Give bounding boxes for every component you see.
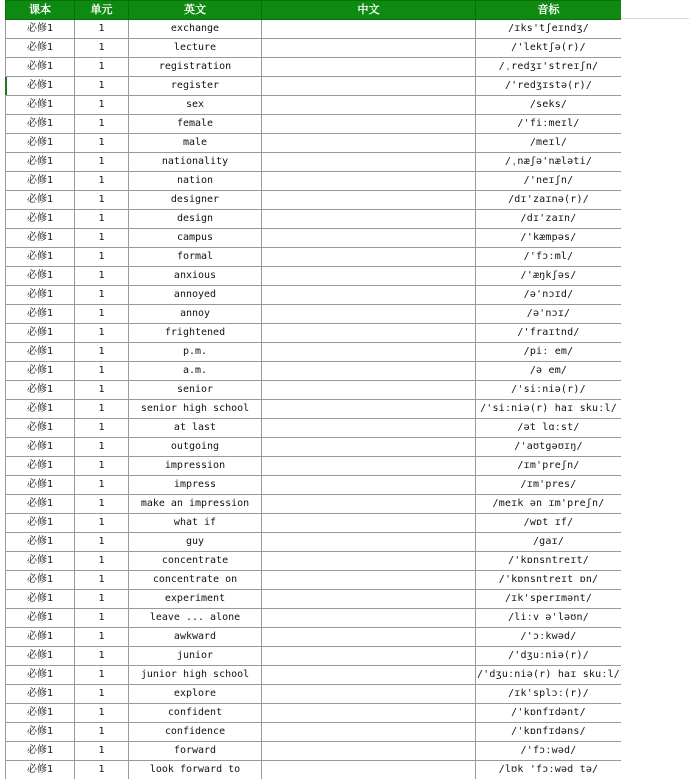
cell-course[interactable]: 必修1 [6,457,75,476]
cell-phonetic[interactable]: /'dʒuːniə(r) haɪ skuːl/ [476,666,622,685]
cell-course[interactable]: 必修1 [6,647,75,666]
cell-unit[interactable]: 1 [75,286,129,305]
cell-phonetic[interactable]: /'lektʃə(r)/ [476,39,622,58]
cell-unit[interactable]: 1 [75,457,129,476]
cell-phonetic[interactable]: /ə'nɔɪ/ [476,305,622,324]
cell-unit[interactable]: 1 [75,305,129,324]
cell-course[interactable]: 必修1 [6,419,75,438]
table-row [6,723,622,742]
cell-chinese[interactable] [262,419,476,438]
cell-english[interactable]: annoyed [129,286,262,305]
cell-chinese[interactable] [262,305,476,324]
cell-phonetic[interactable]: /ɪm'pres/ [476,476,622,495]
cell-course[interactable]: 必修1 [6,590,75,609]
table-row [6,685,622,704]
cell-chinese[interactable] [262,286,476,305]
table-row [6,96,622,115]
cell-chinese[interactable] [262,362,476,381]
cell-chinese[interactable] [262,400,476,419]
cell-english[interactable]: register [129,77,262,96]
cell-course[interactable]: 必修1 [6,96,75,115]
table-row [6,286,622,305]
cell-english[interactable]: a.m. [129,362,262,381]
table-row [6,666,622,685]
table-row [6,628,622,647]
cell-english[interactable]: formal [129,248,262,267]
cell-chinese[interactable] [262,476,476,495]
cell-english[interactable]: explore [129,685,262,704]
cell-phonetic[interactable]: /'kæmpəs/ [476,229,622,248]
cell-phonetic[interactable]: /ə'nɔɪd/ [476,286,622,305]
cell-english[interactable]: design [129,210,262,229]
cell-unit[interactable]: 1 [75,742,129,761]
cell-course[interactable]: 必修1 [6,533,75,552]
cell-english[interactable]: female [129,115,262,134]
cell-chinese[interactable] [262,609,476,628]
cell-phonetic[interactable]: /piː em/ [476,343,622,362]
cell-course[interactable]: 必修1 [6,77,75,96]
cell-chinese[interactable] [262,457,476,476]
cell-course[interactable]: 必修1 [6,704,75,723]
cell-course[interactable]: 必修1 [6,742,75,761]
cell-phonetic[interactable]: /'siːniə(r)/ [476,381,622,400]
cell-chinese[interactable] [262,115,476,134]
table-row [6,77,622,96]
cell-unit[interactable]: 1 [75,210,129,229]
cell-phonetic[interactable]: /'kɒnsntreɪt/ [476,552,622,571]
cell-chinese[interactable] [262,134,476,153]
cell-course[interactable]: 必修1 [6,153,75,172]
cell-unit[interactable]: 1 [75,628,129,647]
cell-chinese[interactable] [262,58,476,77]
table-row [6,647,622,666]
cell-chinese[interactable] [262,685,476,704]
table-row [6,552,622,571]
cell-phonetic[interactable]: /'kɒnfɪdəns/ [476,723,622,742]
cell-chinese[interactable] [262,571,476,590]
cell-unit[interactable]: 1 [75,685,129,704]
cell-unit[interactable]: 1 [75,438,129,457]
cell-phonetic[interactable]: /'neɪʃn/ [476,172,622,191]
cell-phonetic[interactable]: /lʊk 'fɔːwəd tə/ [476,761,622,779]
cell-course[interactable]: 必修1 [6,210,75,229]
cell-phonetic[interactable]: /dɪ'zaɪnə(r)/ [476,191,622,210]
cell-chinese[interactable] [262,172,476,191]
cell-course[interactable]: 必修1 [6,571,75,590]
cell-phonetic[interactable]: /'dʒuːniə(r)/ [476,647,622,666]
cell-english[interactable]: guy [129,533,262,552]
cell-unit[interactable]: 1 [75,362,129,381]
cell-course[interactable]: 必修1 [6,552,75,571]
cell-chinese[interactable] [262,723,476,742]
table-row [6,248,622,267]
cell-phonetic[interactable]: /'kɒnfɪdənt/ [476,704,622,723]
cell-course[interactable]: 必修1 [6,362,75,381]
cell-chinese[interactable] [262,533,476,552]
table-row [6,172,622,191]
cell-course[interactable]: 必修1 [6,381,75,400]
cell-course[interactable]: 必修1 [6,666,75,685]
cell-unit[interactable]: 1 [75,248,129,267]
header-row [6,1,622,20]
cell-phonetic[interactable]: /seks/ [476,96,622,115]
cell-english[interactable]: what if [129,514,262,533]
cell-course[interactable]: 必修1 [6,267,75,286]
cell-chinese[interactable] [262,647,476,666]
cell-unit[interactable]: 1 [75,514,129,533]
cell-english[interactable]: annoy [129,305,262,324]
cell-english[interactable]: frightened [129,324,262,343]
cell-chinese[interactable] [262,628,476,647]
cell-phonetic[interactable]: /ɪm'preʃn/ [476,457,622,476]
cell-unit[interactable]: 1 [75,77,129,96]
cell-english[interactable]: concentrate [129,552,262,571]
header-unit[interactable]: 单元 [75,1,129,20]
cell-chinese[interactable] [262,96,476,115]
cell-chinese[interactable] [262,343,476,362]
table-row [6,381,622,400]
cell-phonetic[interactable]: /ɪk'sperɪmənt/ [476,590,622,609]
cell-english[interactable]: nation [129,172,262,191]
cell-course[interactable]: 必修1 [6,191,75,210]
cell-chinese[interactable] [262,229,476,248]
cell-chinese[interactable] [262,514,476,533]
table-row [6,191,622,210]
table-row [6,761,622,779]
cell-chinese[interactable] [262,495,476,514]
cell-unit[interactable]: 1 [75,39,129,58]
table-row [6,324,622,343]
cell-english[interactable]: anxious [129,267,262,286]
header-english[interactable]: 英文 [129,1,262,20]
table-row [6,400,622,419]
cell-phonetic[interactable]: /ɪk'splɔː(r)/ [476,685,622,704]
cell-course[interactable]: 必修1 [6,761,75,779]
cell-english[interactable]: impression [129,457,262,476]
cell-course[interactable]: 必修1 [6,495,75,514]
table-row [6,20,622,39]
cell-unit[interactable]: 1 [75,229,129,248]
table-row [6,362,622,381]
cell-unit[interactable]: 1 [75,552,129,571]
cell-chinese[interactable] [262,39,476,58]
table-row [6,39,622,58]
cell-english[interactable]: nationality [129,153,262,172]
cell-english[interactable]: registration [129,58,262,77]
cell-unit[interactable]: 1 [75,153,129,172]
cell-unit[interactable]: 1 [75,58,129,77]
cell-course[interactable]: 必修1 [6,324,75,343]
cell-course[interactable]: 必修1 [6,229,75,248]
cell-course[interactable]: 必修1 [6,400,75,419]
cell-course[interactable]: 必修1 [6,172,75,191]
vocabulary-table [5,0,622,779]
cell-chinese[interactable] [262,267,476,286]
cell-phonetic[interactable]: /'æŋkʃəs/ [476,267,622,286]
table-row [6,267,622,286]
table-row [6,476,622,495]
cell-course[interactable]: 必修1 [6,685,75,704]
cell-course[interactable]: 必修1 [6,115,75,134]
cell-unit[interactable]: 1 [75,647,129,666]
table-row [6,571,622,590]
cell-course[interactable]: 必修1 [6,628,75,647]
cell-english[interactable]: impress [129,476,262,495]
cell-course[interactable]: 必修1 [6,58,75,77]
cell-course[interactable]: 必修1 [6,20,75,39]
cell-english[interactable]: outgoing [129,438,262,457]
table-row [6,115,622,134]
cell-phonetic[interactable]: /meɪk ən ɪm'preʃn/ [476,495,622,514]
cell-unit[interactable]: 1 [75,20,129,39]
table-row [6,609,622,628]
cell-english[interactable]: campus [129,229,262,248]
cell-chinese[interactable] [262,704,476,723]
cell-chinese[interactable] [262,552,476,571]
cell-phonetic[interactable]: /'fraɪtnd/ [476,324,622,343]
cell-unit[interactable]: 1 [75,571,129,590]
cell-chinese[interactable] [262,381,476,400]
cell-phonetic[interactable]: /liːv ə'ləʊn/ [476,609,622,628]
table-row [6,343,622,362]
cell-course[interactable]: 必修1 [6,438,75,457]
cell-phonetic[interactable]: /ɪks'tʃeɪndʒ/ [476,20,622,39]
cell-english[interactable]: forward [129,742,262,761]
table-body [6,20,622,779]
cell-unit[interactable]: 1 [75,704,129,723]
cell-english[interactable]: leave ... alone [129,609,262,628]
cell-unit[interactable]: 1 [75,590,129,609]
cell-phonetic[interactable]: /dɪ'zaɪn/ [476,210,622,229]
table-row [6,514,622,533]
cell-english[interactable]: at last [129,419,262,438]
cell-phonetic[interactable]: /'fɔːml/ [476,248,622,267]
cell-english[interactable]: designer [129,191,262,210]
cell-phonetic[interactable]: /'fɔːwəd/ [476,742,622,761]
table-row [6,210,622,229]
cell-course[interactable]: 必修1 [6,248,75,267]
header-phonetic[interactable]: 音标 [476,1,622,20]
cell-english[interactable]: concentrate on [129,571,262,590]
table-row [6,58,622,77]
cell-phonetic[interactable]: /'siːniə(r) haɪ skuːl/ [476,400,622,419]
cell-unit[interactable]: 1 [75,533,129,552]
cell-chinese[interactable] [262,324,476,343]
cell-course[interactable]: 必修1 [6,134,75,153]
cell-chinese[interactable] [262,438,476,457]
cell-unit[interactable]: 1 [75,134,129,153]
cell-phonetic[interactable]: /ˌnæʃə'næləti/ [476,153,622,172]
cell-unit[interactable]: 1 [75,267,129,286]
cell-english[interactable]: confidence [129,723,262,742]
cell-chinese[interactable] [262,191,476,210]
cell-unit[interactable]: 1 [75,609,129,628]
table-row [6,590,622,609]
cell-chinese[interactable] [262,77,476,96]
cell-course[interactable]: 必修1 [6,305,75,324]
cell-english[interactable]: junior [129,647,262,666]
table-row [6,229,622,248]
cell-english[interactable]: confident [129,704,262,723]
header-chinese[interactable]: 中文 [262,1,476,20]
cell-unit[interactable]: 1 [75,666,129,685]
table-row [6,419,622,438]
cell-english[interactable]: male [129,134,262,153]
table-row [6,438,622,457]
cell-unit[interactable]: 1 [75,324,129,343]
cell-chinese[interactable] [262,153,476,172]
cell-course[interactable]: 必修1 [6,39,75,58]
cell-course[interactable]: 必修1 [6,286,75,305]
cell-english[interactable]: junior high school [129,666,262,685]
empty-column-area[interactable] [621,0,689,779]
cell-english[interactable]: awkward [129,628,262,647]
cell-english[interactable]: sex [129,96,262,115]
cell-phonetic[interactable]: /'fiːmeɪl/ [476,115,622,134]
cell-english[interactable]: make an impression [129,495,262,514]
cell-chinese[interactable] [262,210,476,229]
header-course[interactable]: 课本 [6,1,75,20]
cell-unit[interactable]: 1 [75,495,129,514]
table-row [6,153,622,172]
cell-english[interactable]: p.m. [129,343,262,362]
table-row [6,305,622,324]
cell-unit[interactable]: 1 [75,761,129,779]
cell-unit[interactable]: 1 [75,115,129,134]
cell-course[interactable]: 必修1 [6,723,75,742]
cell-chinese[interactable] [262,761,476,779]
cell-phonetic[interactable]: /ə em/ [476,362,622,381]
table-row [6,457,622,476]
table-row [6,704,622,723]
cell-english[interactable]: lecture [129,39,262,58]
cell-unit[interactable]: 1 [75,191,129,210]
cell-phonetic[interactable]: /ˌredʒɪ'streɪʃn/ [476,58,622,77]
cell-english[interactable]: experiment [129,590,262,609]
cell-phonetic[interactable]: /gaɪ/ [476,533,622,552]
cell-phonetic[interactable]: /ət lɑːst/ [476,419,622,438]
cell-course[interactable]: 必修1 [6,609,75,628]
cell-phonetic[interactable]: /wɒt ɪf/ [476,514,622,533]
cell-chinese[interactable] [262,742,476,761]
cell-course[interactable]: 必修1 [6,476,75,495]
cell-phonetic[interactable]: /'redʒɪstə(r)/ [476,77,622,96]
cell-chinese[interactable] [262,590,476,609]
cell-unit[interactable]: 1 [75,172,129,191]
table-row [6,533,622,552]
cell-unit[interactable]: 1 [75,400,129,419]
cell-chinese[interactable] [262,248,476,267]
table-row [6,134,622,153]
cell-course[interactable]: 必修1 [6,514,75,533]
cell-unit[interactable]: 1 [75,343,129,362]
cell-phonetic[interactable]: /'aʊtgəʊɪŋ/ [476,438,622,457]
cell-unit[interactable]: 1 [75,96,129,115]
selected-cell-indicator [5,77,7,95]
cell-english[interactable]: exchange [129,20,262,39]
cell-phonetic[interactable]: /meɪl/ [476,134,622,153]
cell-unit[interactable]: 1 [75,381,129,400]
table-row [6,495,622,514]
cell-unit[interactable]: 1 [75,419,129,438]
cell-unit[interactable]: 1 [75,476,129,495]
cell-english[interactable]: senior [129,381,262,400]
cell-unit[interactable]: 1 [75,723,129,742]
table-row [6,742,622,761]
cell-phonetic[interactable]: /'kɒnsntreɪt ɒn/ [476,571,622,590]
cell-phonetic[interactable]: /'ɔːkwəd/ [476,628,622,647]
cell-course[interactable]: 必修1 [6,343,75,362]
cell-chinese[interactable] [262,20,476,39]
cell-english[interactable]: look forward to [129,761,262,779]
cell-english[interactable]: senior high school [129,400,262,419]
cell-chinese[interactable] [262,666,476,685]
